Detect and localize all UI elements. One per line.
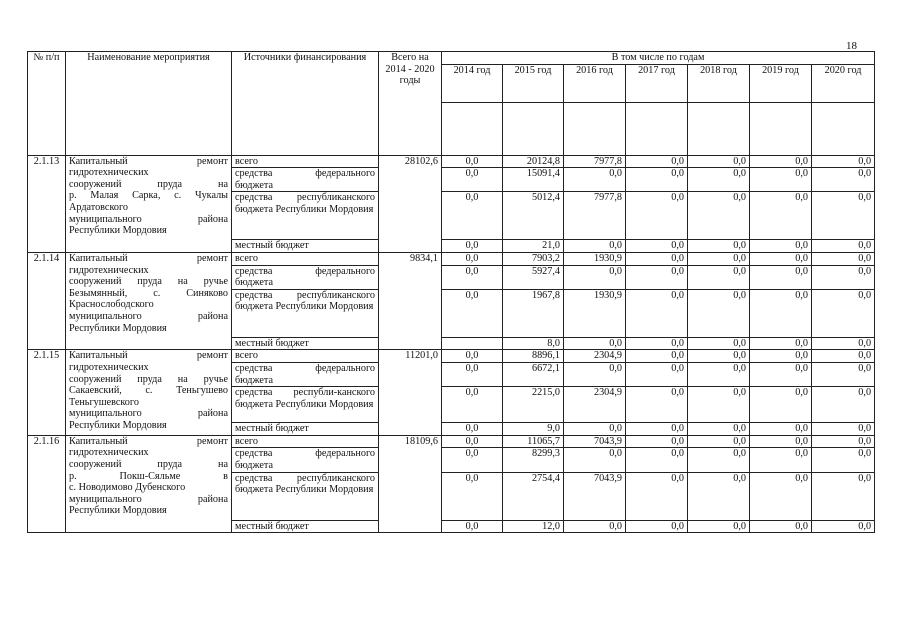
- year-value: 0,0: [564, 448, 626, 472]
- year-value: 0,0: [626, 168, 688, 192]
- year-value: 0,0: [626, 289, 688, 337]
- year-value: 0,0: [750, 362, 812, 386]
- year-value: 0,0: [750, 387, 812, 423]
- year-value: 0,0: [812, 448, 875, 472]
- event-name-line: Безымянный, с. Синяково: [69, 287, 228, 299]
- total-amount: 9834,1: [379, 252, 442, 349]
- year-value: 0,0: [812, 387, 875, 423]
- year-value: 0,0: [564, 337, 626, 350]
- year-value: 2754,4: [503, 472, 564, 520]
- year-value: 0,0: [688, 362, 750, 386]
- event-name-line: муниципального района: [69, 213, 228, 225]
- year-value: 0,0: [750, 168, 812, 192]
- year-value: 0,0: [442, 350, 503, 363]
- event-name-line: Республики Мордовия: [69, 505, 167, 517]
- year-value: 0,0: [750, 192, 812, 240]
- funding-source: средства республи-канского бюджета Республики Мордовия: [232, 387, 379, 423]
- year-value: 0,0: [626, 435, 688, 448]
- year-value: 0,0: [442, 472, 503, 520]
- year-value: 0,0: [564, 240, 626, 253]
- year-value: 20124,8: [503, 155, 564, 168]
- event-name-line: Теньгушевского: [69, 396, 139, 408]
- table-row: [28, 350, 875, 363]
- year-value: [442, 337, 503, 350]
- year-value: 0,0: [442, 448, 503, 472]
- event-name-line: гидротехнических: [69, 447, 149, 459]
- year-value: 0,0: [442, 155, 503, 168]
- funding-source: всего: [232, 252, 379, 265]
- year-value: 0,0: [442, 168, 503, 192]
- funding-source: местный бюджет: [232, 240, 379, 253]
- event-name: [66, 435, 232, 532]
- funding-source: средства республиканского бюджета Республики Мордовия: [232, 192, 379, 240]
- year-value: 0,0: [626, 252, 688, 265]
- year-value: 0,0: [750, 252, 812, 265]
- funding-source: местный бюджет: [232, 337, 379, 350]
- year-value: 0,0: [812, 168, 875, 192]
- total-amount: 11201,0: [379, 350, 442, 435]
- year-value: 0,0: [564, 265, 626, 289]
- year-value: 0,0: [812, 337, 875, 350]
- header-blank-cell: [812, 102, 875, 155]
- year-value: 0,0: [688, 289, 750, 337]
- header-number: № п/п: [28, 52, 66, 156]
- total-amount: 18109,6: [379, 435, 442, 532]
- page-number: 18: [846, 40, 857, 52]
- year-value: 12,0: [503, 520, 564, 533]
- year-value: 5927,4: [503, 265, 564, 289]
- year-value: 0,0: [626, 350, 688, 363]
- year-value: 0,0: [688, 520, 750, 533]
- year-value: 0,0: [688, 240, 750, 253]
- year-value: 0,0: [442, 435, 503, 448]
- event-name-line: Капитальный ремонт: [69, 155, 228, 167]
- year-value: 0,0: [442, 289, 503, 337]
- year-value: 9,0: [503, 423, 564, 436]
- year-value: 1930,9: [564, 252, 626, 265]
- table-row: [28, 435, 875, 448]
- header-blank-cell: [688, 102, 750, 155]
- funding-source: местный бюджет: [232, 423, 379, 436]
- year-value: 2304,9: [564, 350, 626, 363]
- funding-source: всего: [232, 155, 379, 168]
- year-value: 0,0: [564, 423, 626, 436]
- year-value: 0,0: [688, 337, 750, 350]
- year-value: 0,0: [688, 252, 750, 265]
- header-blank-cell: [503, 102, 564, 155]
- header-year-2: 2016 год: [564, 64, 626, 102]
- year-value: 0,0: [812, 362, 875, 386]
- year-value: 0,0: [812, 240, 875, 253]
- year-value: 0,0: [812, 252, 875, 265]
- financing-table: [27, 51, 875, 533]
- year-value: 0,0: [750, 435, 812, 448]
- year-value: 0,0: [626, 240, 688, 253]
- row-number: 2.1.16: [28, 435, 66, 532]
- year-value: 0,0: [626, 423, 688, 436]
- event-name-line: муниципального района: [69, 493, 228, 505]
- funding-source: средства республиканского бюджета Республики Мордовия: [232, 289, 379, 337]
- year-value: 0,0: [688, 435, 750, 448]
- event-name-line: р. Малая Сарка, с. Чукалы: [69, 190, 228, 202]
- year-value: 0,0: [812, 350, 875, 363]
- event-name: [66, 350, 232, 435]
- event-name-line: сооружений пруда на ручье: [69, 276, 228, 288]
- year-value: 0,0: [688, 350, 750, 363]
- year-value: 0,0: [626, 265, 688, 289]
- year-value: 0,0: [750, 472, 812, 520]
- year-value: 8299,3: [503, 448, 564, 472]
- funding-source: всего: [232, 435, 379, 448]
- funding-source: средства федерального бюджета: [232, 168, 379, 192]
- event-name-line: муниципального района: [69, 310, 228, 322]
- header-blank-cell: [626, 102, 688, 155]
- year-value: 7903,2: [503, 252, 564, 265]
- event-name-line: гидротехнических: [69, 264, 149, 276]
- event-name-line: Республики Мордовия: [69, 322, 167, 334]
- year-value: 0,0: [442, 240, 503, 253]
- year-value: 0,0: [626, 155, 688, 168]
- header-year-4: 2018 год: [688, 64, 750, 102]
- event-name-line: с. Новодимово Дубенского: [69, 482, 186, 494]
- year-value: 0,0: [688, 423, 750, 436]
- event-name-line: Капитальный ремонт: [69, 252, 228, 264]
- year-value: 0,0: [442, 192, 503, 240]
- year-value: 0,0: [688, 192, 750, 240]
- year-value: 1967,8: [503, 289, 564, 337]
- event-name-line: Капитальный ремонт: [69, 435, 228, 447]
- year-value: 0,0: [812, 289, 875, 337]
- year-value: 0,0: [564, 168, 626, 192]
- year-value: 0,0: [750, 520, 812, 533]
- event-name-line: Капитальный ремонт: [69, 350, 228, 362]
- year-value: 0,0: [812, 265, 875, 289]
- year-value: 0,0: [688, 387, 750, 423]
- header-year-1: 2015 год: [503, 64, 564, 102]
- event-name-line: сооружений пруда на: [69, 458, 228, 470]
- year-value: 0,0: [750, 337, 812, 350]
- year-value: 0,0: [812, 520, 875, 533]
- table-row: [28, 155, 875, 168]
- year-value: 0,0: [812, 423, 875, 436]
- year-value: 0,0: [812, 192, 875, 240]
- row-number: 2.1.14: [28, 252, 66, 349]
- year-value: 0,0: [626, 362, 688, 386]
- year-value: 21,0: [503, 240, 564, 253]
- year-value: 0,0: [626, 520, 688, 533]
- year-value: 0,0: [442, 265, 503, 289]
- header-year-6: 2020 год: [812, 64, 875, 102]
- event-name-line: р. Покш-Сяльме в: [69, 470, 228, 482]
- year-value: 0,0: [688, 472, 750, 520]
- year-value: 5012,4: [503, 192, 564, 240]
- header-blank-cell: [564, 102, 626, 155]
- year-value: 0,0: [626, 472, 688, 520]
- year-value: 0,0: [812, 435, 875, 448]
- event-name-line: Сакаевский, с. Теньгушево: [69, 385, 228, 397]
- funding-source: средства федерального бюджета: [232, 265, 379, 289]
- funding-source: средства федерального бюджета: [232, 448, 379, 472]
- year-value: 0,0: [442, 362, 503, 386]
- year-value: 0,0: [442, 423, 503, 436]
- event-name: [66, 155, 232, 252]
- event-name-line: Республики Мордовия: [69, 225, 167, 237]
- header-years-group: В том числе по годам: [442, 52, 875, 65]
- year-value: 0,0: [564, 520, 626, 533]
- funding-source: средства федерального бюджета: [232, 362, 379, 386]
- year-value: 0,0: [750, 155, 812, 168]
- event-name-line: Краснослободского: [69, 299, 154, 311]
- year-value: 7977,8: [564, 192, 626, 240]
- year-value: 0,0: [626, 192, 688, 240]
- year-value: 0,0: [750, 289, 812, 337]
- year-value: 0,0: [442, 387, 503, 423]
- total-amount: 28102,6: [379, 155, 442, 252]
- year-value: 0,0: [750, 350, 812, 363]
- header-blank-cell: [750, 102, 812, 155]
- year-value: 7043,9: [564, 472, 626, 520]
- year-value: 0,0: [564, 362, 626, 386]
- year-value: 8896,1: [503, 350, 564, 363]
- year-value: 15091,4: [503, 168, 564, 192]
- funding-source: местный бюджет: [232, 520, 379, 533]
- event-name: [66, 252, 232, 349]
- year-value: 6672,1: [503, 362, 564, 386]
- year-value: 0,0: [750, 265, 812, 289]
- row-number: 2.1.15: [28, 350, 66, 435]
- year-value: 0,0: [750, 240, 812, 253]
- year-value: 0,0: [688, 265, 750, 289]
- header-year-0: 2014 год: [442, 64, 503, 102]
- year-value: 1930,9: [564, 289, 626, 337]
- year-value: 2304,9: [564, 387, 626, 423]
- header-total: Всего на 2014 - 2020 годы: [379, 52, 442, 156]
- header-year-3: 2017 год: [626, 64, 688, 102]
- year-value: 7043,9: [564, 435, 626, 448]
- year-value: 11065,7: [503, 435, 564, 448]
- year-value: 0,0: [750, 423, 812, 436]
- event-name-line: муниципального района: [69, 408, 228, 420]
- year-value: 0,0: [688, 155, 750, 168]
- year-value: 0,0: [442, 520, 503, 533]
- header-event-name: Наименование мероприятия: [66, 52, 232, 156]
- year-value: 0,0: [688, 168, 750, 192]
- funding-source: всего: [232, 350, 379, 363]
- year-value: 8,0: [503, 337, 564, 350]
- year-value: 0,0: [626, 387, 688, 423]
- year-value: 0,0: [626, 448, 688, 472]
- event-name-line: гидротехнических: [69, 167, 149, 179]
- year-value: 0,0: [812, 472, 875, 520]
- year-value: 0,0: [626, 337, 688, 350]
- header-source: Источники финансирования: [232, 52, 379, 156]
- year-value: 0,0: [750, 448, 812, 472]
- event-name-line: Республики Мордовия: [69, 419, 167, 431]
- event-name-line: сооружений пруда на ручье: [69, 373, 228, 385]
- header-year-5: 2019 год: [750, 64, 812, 102]
- year-value: 0,0: [442, 252, 503, 265]
- event-name-line: сооружений пруда на: [69, 178, 228, 190]
- year-value: 0,0: [688, 448, 750, 472]
- header-blank-cell: [442, 102, 503, 155]
- year-value: 2215,0: [503, 387, 564, 423]
- event-name-line: гидротехнических: [69, 361, 149, 373]
- event-name-line: Ардатовского: [69, 201, 128, 213]
- table-row: [28, 252, 875, 265]
- funding-source: средства республиканского бюджета Республики Мордовия: [232, 472, 379, 520]
- year-value: 0,0: [812, 155, 875, 168]
- year-value: 7977,8: [564, 155, 626, 168]
- row-number: 2.1.13: [28, 155, 66, 252]
